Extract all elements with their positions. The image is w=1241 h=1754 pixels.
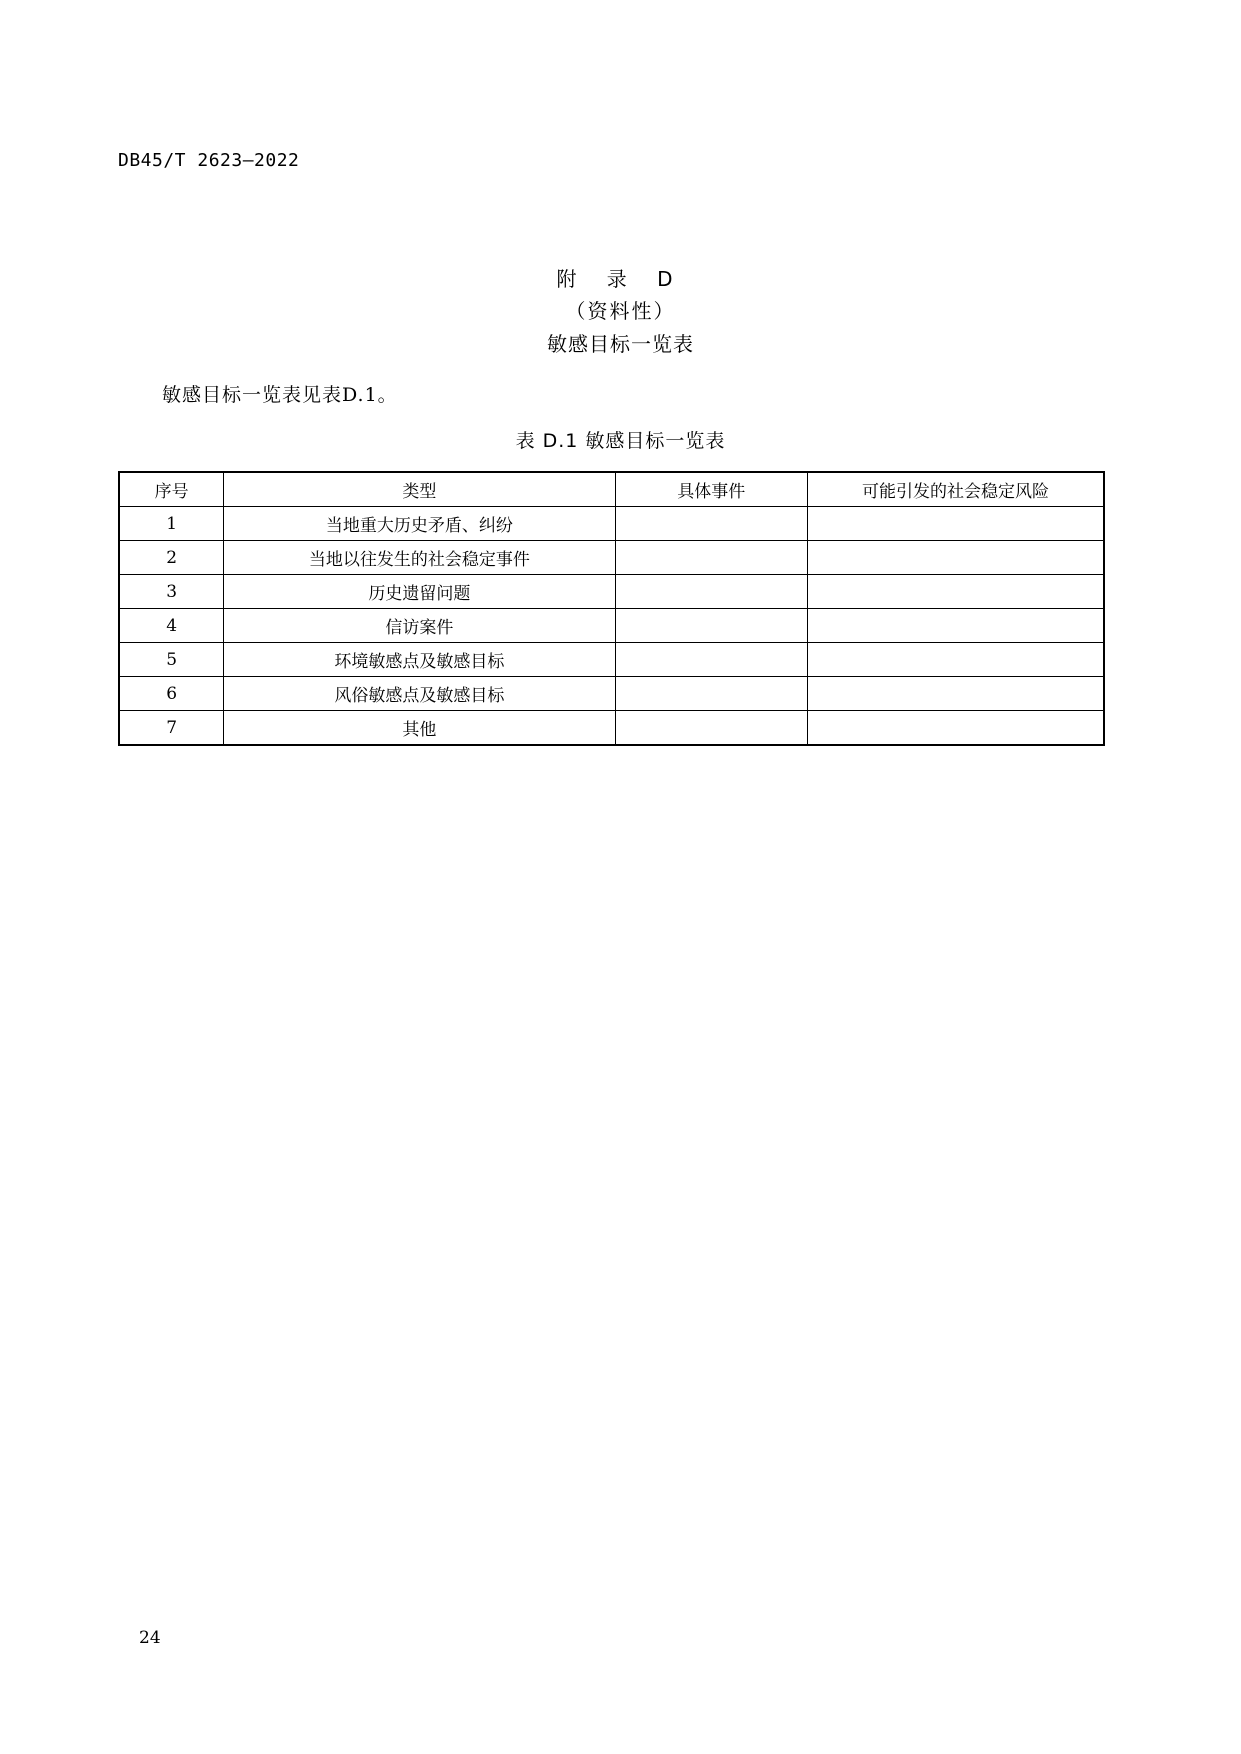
table-header-row [119,472,1104,507]
appendix-title: 附 录 D [556,267,685,291]
appendix-name: 敏感目标一览表 [547,332,694,356]
table-row [119,609,1104,643]
table-row [119,575,1104,609]
column-header-index: 序号 [119,472,224,507]
sensitive-targets-table [118,471,1105,746]
cell-risk [808,711,1104,746]
cell-risk [808,507,1104,541]
cell-event [615,507,808,541]
cell-event [615,643,808,677]
cell-event [615,711,808,746]
cell-type: 环境敏感点及敏感目标 [224,643,615,677]
intro-text: 敏感目标一览表见表D.1。 [162,384,398,406]
column-header-event: 具体事件 [615,472,808,507]
cell-type: 当地以往发生的社会稳定事件 [224,541,615,575]
cell-event [615,609,808,643]
cell-index: 4 [119,609,224,643]
cell-type: 其他 [224,711,615,746]
cell-risk [808,677,1104,711]
table-row [119,541,1104,575]
cell-risk [808,643,1104,677]
table-row [119,677,1104,711]
cell-risk [808,541,1104,575]
table-row [119,643,1104,677]
cell-index: 5 [119,643,224,677]
cell-type: 信访案件 [224,609,615,643]
cell-risk [808,609,1104,643]
cell-type: 当地重大历史矛盾、纠纷 [224,507,615,541]
cell-event [615,541,808,575]
cell-risk [808,575,1104,609]
cell-index: 1 [119,507,224,541]
cell-index: 2 [119,541,224,575]
cell-event [615,677,808,711]
cell-index: 7 [119,711,224,746]
cell-event [615,575,808,609]
table-row [119,507,1104,541]
cell-type: 历史遗留问题 [224,575,615,609]
table-caption: 表 D.1 敏感目标一览表 [515,430,726,452]
cell-index: 3 [119,575,224,609]
cell-type: 风俗敏感点及敏感目标 [224,677,615,711]
table-row [119,711,1104,746]
appendix-type: （资料性） [565,299,676,323]
column-header-risk: 可能引发的社会稳定风险 [808,472,1104,507]
column-header-type: 类型 [224,472,615,507]
standard-code: DB45/T 2623—2022 [118,150,300,171]
cell-index: 6 [119,677,224,711]
page-number: 24 [139,1628,161,1648]
